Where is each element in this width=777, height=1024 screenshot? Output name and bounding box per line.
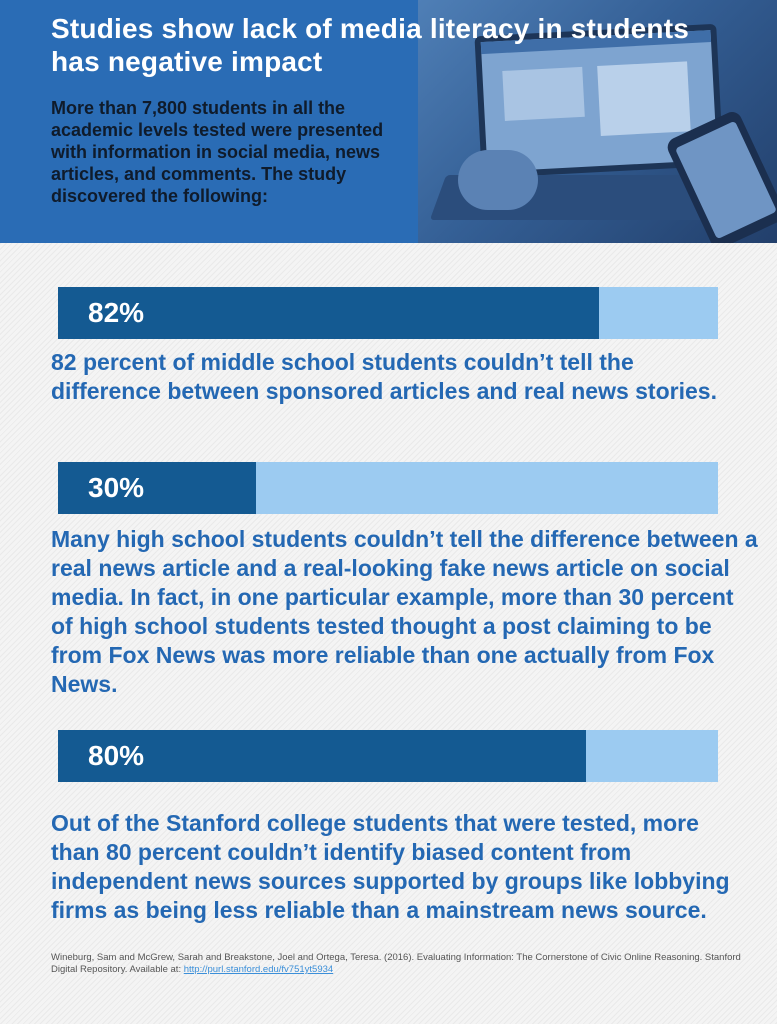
- stat-percent-label-2: 30%: [88, 472, 145, 503]
- stat-percent-label-3: 80%: [88, 740, 145, 771]
- stat-bar-3: [58, 730, 718, 782]
- page-title: Studies show lack of media literacy in students has negative impact: [51, 13, 690, 77]
- stat-percent-label-1: 82%: [88, 297, 145, 328]
- hand-image: [458, 150, 538, 210]
- header-banner: [0, 0, 777, 243]
- citation: [51, 952, 761, 976]
- citation-text: Wineburg, Sam and McGrew, Sarah and Breakstone, Joel and Ortega, Teresa. (2016). Evaluating Information: The Cornerstone of Civic Online Reasoning. Stanford Digital Repository. Available at:: [51, 952, 741, 975]
- stat-description-2: Many high school students couldn’t tell the difference between a real news article and a real-looking fake news article on social media. In fact, in one particular example, more than 30 percent of high school students tested thought a post claiming to be from Fox News was more reliable than one actually from Fox News.: [51, 526, 758, 697]
- intro-text: More than 7,800 students in all the academic levels tested were presented with information in social media, news articles, and comments. The study discovered the following:: [51, 98, 384, 206]
- citation-link[interactable]: http://purl.stanford.edu/fv751yt5934: [183, 964, 334, 975]
- stat-description-1: 82 percent of middle school students couldn’t tell the difference between sponsored articles and real news stories.: [51, 349, 717, 404]
- stat-bar-2: [58, 462, 718, 514]
- stat-description-3: Out of the Stanford college students that were tested, more than 80 percent couldn’t identify biased content from independent news sources supported by groups like lobbying firms as being less reliable than a mainstream news source.: [51, 810, 730, 923]
- stat-bar-1: [58, 287, 718, 339]
